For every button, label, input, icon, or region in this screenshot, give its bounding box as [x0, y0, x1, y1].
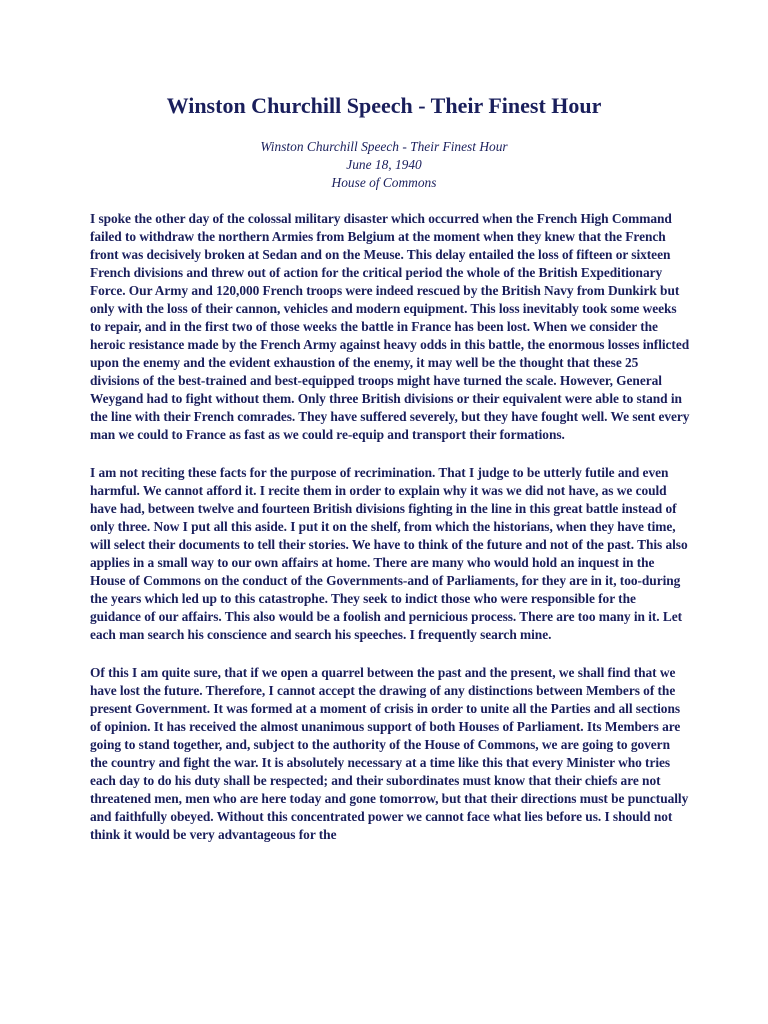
- speech-body: [90, 210, 690, 864]
- paragraph-1: I spoke the other day of the colossal military disaster which occurred when the French High Command failed to withdraw the northern Armies from Belgium at the moment when they knew that the French front was decisively broken at Sedan and on the Meuse. This delay entailed the loss of fifteen or sixteen French divisions and threw out of action for the critical period the whole of the British Expeditionary Force. Our Army and 120,000 French troops were indeed rescued by the British Navy from Dunkirk but only with the loss of their cannon, vehicles and modern equipment. This loss inevitably took some weeks to repair, and in the first two of those weeks the battle in France has been lost. When we consider the heroic resistance made by the French Army against heavy odds in this battle, the enormous losses inflicted upon the enemy and the evident exhaustion of the enemy, it may well be the thought that these 25 divisions of the best-trained and best-equipped troops might have turned the scale. However, General Weygand had to fight without them. Only three British divisions or their equivalent were able to stand in the line with their French comrades. They have suffered severely, but they have fought well. We sent every man we could to France as fast as we could re-equip and transport their formations.: [90, 211, 690, 442]
- subheading-date: June 18, 1940: [346, 157, 422, 172]
- subheading-venue: House of Commons: [331, 175, 437, 190]
- paragraph-3: Of this I am quite sure, that if we open a quarrel between the past and the present, we shall find that we have lost the future. Therefore, I cannot accept the drawing of any distinctions between Members of the present Government. It was formed at a moment of crisis in order to unite all the Parties and all sections of opinion. It has received the almost unanimous support of both Houses of Parliament. Its Members are going to stand together, and, subject to the authority of the House of Commons, we are going to govern the country and fight the war. It is absolutely necessary at a time like this that every Minister who tries each day to do his duty shall be respected; and their subordinates must know that their chiefs are not threatened men, men who are here today and gone tomorrow, but that their directions must be punctually and faithfully obeyed. Without this concentrated power we cannot face what lies before us. I should not think it would be very advantageous for the: [90, 665, 689, 842]
- paragraph-2: I am not reciting these facts for the purpose of recrimination. That I judge to be utterly futile and even harmful. We cannot afford it. I recite them in order to explain why it was we did not have, as we could have had, between twelve and fourteen British divisions fighting in the line in this great battle instead of only three. Now I put all this aside. I put it on the shelf, from which the historians, when they have time, will select their documents to tell their stories. We have to think of the future and not of the past. This also applies in a small way to our own affairs at home. There are many who would hold an inquest in the House of Commons on the conduct of the Governments-and of Parliaments, for they are in it, too-during the years which led up to this catastrophe. They seek to indict those who were responsible for the guidance of our affairs. This also would be a foolish and pernicious process. There are too many in it. Let each man search his conscience and search his speeches. I frequently search mine.: [90, 465, 688, 642]
- subheading-speech-title: Winston Churchill Speech - Their Finest Hour: [260, 139, 508, 154]
- document-title: Winston Churchill Speech - Their Finest Hour: [166, 93, 602, 118]
- document-subheading: [0, 138, 768, 192]
